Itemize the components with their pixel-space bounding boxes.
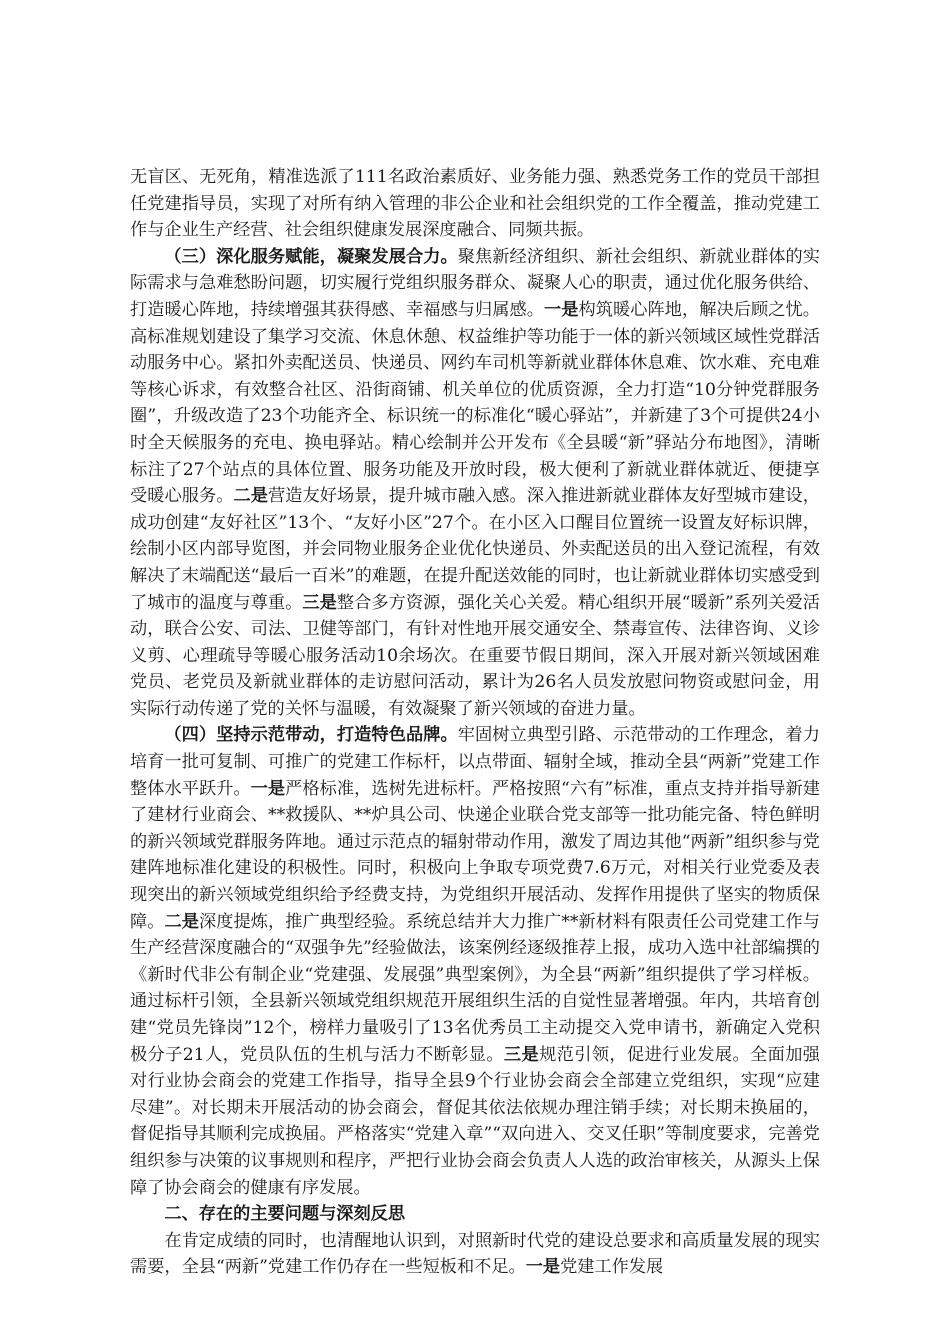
paragraph-text: 牢固树立典型引路、示范带动的工作理念，着力培育一批可复制、可推广的党建工作标杆，以点带面、辐射全域，推动全县“两新”党建工作整体水平跃升。 <box>130 725 820 799</box>
keyword-first: 一是 <box>525 1257 561 1278</box>
keyword-first: 一是 <box>250 778 286 799</box>
subsection-heading-4: （四）坚持示范带动，打造特色品牌。 <box>164 725 458 746</box>
section-title: 二、存在的主要问题与深刻反思 <box>164 1204 406 1225</box>
paragraph-text: 严格标准，选树先进标杆。严格按照“六有”标准，重点支持并指导新建了建材行业商会、**救援队、**炉具公司、快递企业联合党支部等一批功能完备、特色鲜明的新兴领域党群服务阵地。通过示范点的辐射带动作用，激发了周边其他“两新”组织参与党建阵地标准化建设的积极性。同时，积极向上争取专项党费7.6万元，对相关行业党委及表现突出的新兴领域党组织给予经费支持，为党组织开展活动、发挥作用提供了坚实的物质保障。 <box>130 778 820 932</box>
keyword-second: 二是 <box>233 486 269 507</box>
paragraph-text: 无盲区、无死角，精准选派了111名政治素质好、业务能力强、熟悉党务工作的党员干部担任党建指导员，实现了对所有纳入管理的非公企业和社会组织党的工作全覆盖，推动党建工作与企业生产经营、社会组织健康发展深度融合、同频共振。 <box>130 167 820 241</box>
keyword-third: 三是 <box>503 1044 540 1065</box>
paragraph-text: 营造友好场景，提升城市融入感。深入推进新就业群体友好型城市建设，成功创建“友好社区”13个、“友好小区”27个。在小区入口醒目位置统一设置友好标识牌，绘制小区内部导览图，并会同物业服务企业优化快递员、外卖配送员的出入登记流程，有效解决了末端配送“最后一百米”的难题，在提升配送效能的同时，也让新就业群体切实感受到了城市的温度与尊重。 <box>130 486 820 613</box>
paragraph-service-empowerment <box>130 244 820 723</box>
paragraph-demonstration <box>130 722 820 1201</box>
paragraph-text: 整合多方资源，强化关心关爱。精心组织开展“暖新”系列关爱活动，联合公安、司法、卫健等部门，有针对性地开展交通安全、禁毒宣传、法律咨询、义诊义剪、心理疏导等暖心服务活动10余场次。在重要节假日期间，深入开展对新兴领域困难党员、老党员及新就业群体的走访慰问活动，累计为26名人员发放慰问物资或慰问金，用实际行动传递了党的关怀与温暖，有效凝聚了新兴领域的奋进力量。 <box>130 592 820 719</box>
paragraph-problems <box>130 1228 820 1281</box>
paragraph-text: 党建工作发展 <box>560 1257 664 1278</box>
paragraph-text: 规范引领，促进行业发展。全面加强对行业协会商会的党建工作指导，指导全县9个行业协会商会全部建立党组织，实现“应建尽建”。对长期未开展活动的协会商会，督促其依法依规办理注销手续；对长期未换届的，督促指导其顺利完成换届。严格落实“党建入章”“双向进入、交叉任职”等制度要求，完善党组织参与决策的议事规则和程序，严把行业协会商会负责人人选的政治审核关，从源头上保障了协会商会的健康有序发展。 <box>130 1044 820 1198</box>
paragraph-supervisors <box>130 164 820 244</box>
paragraph-text: 深度提炼，推广典型经验。系统总结并大力推广**新材料有限责任公司党建工作与生产经营深度融合的“双强争先”经验做法，该案例经逐级推荐上报，成功入选中社部编撰的《新时代非公有制企业“党建强、发展强”典型案例》，为全县“两新”组织提供了学习样板。通过标杆引领，全县新兴领域党组织规范开展组织生活的自觉性显著增强。年内，共培育创建“党员先锋岗”12个，榜样力量吸引了13名优秀员工主动提交入党申请书，新确定入党积极分子21人，党员队伍的生机与活力不断彰显。 <box>130 911 820 1065</box>
keyword-second: 二是 <box>164 911 200 932</box>
paragraph-text: 聚焦新经济组织、新社会组织、新就业群体的实际需求与急难愁盼问题，切实履行党组织服务群众、凝聚人心的职责，通过优化服务供给、打造暖心阵地，持续增强其获得感、幸福感与归属感。 <box>130 246 820 320</box>
paragraph-text: 构筑暖心阵地，解决后顾之忧。高标准规划建设了集学习交流、休息休憩、权益维护等功能于一体的新兴领域区域性党群活动服务中心。紧扣外卖配送员、快递员、网约车司机等新就业群体休息难、饮水难、充电难等核心诉求，有效整合社区、沿街商铺、机关单位的优质资源，全力打造“10分钟党群服务圈”，升级改造了23个功能齐全、标识统一的标准化“暖心驿站”，并新建了3个可提供24小时全天候服务的充电、换电驿站。精心绘制并公开发布《全县暖“新”驿站分布地图》，清晰标注了27个站点的具体位置、服务功能及开放时段，极大便利了新就业群体就近、便捷享受暖心服务。 <box>130 299 820 507</box>
document-page <box>130 164 820 1281</box>
section-heading-2 <box>130 1201 820 1228</box>
keyword-third: 三是 <box>302 592 337 613</box>
subsection-heading-3: （三）深化服务赋能，凝聚发展合力。 <box>164 246 458 267</box>
paragraph-text: 在肯定成绩的同时，也清醒地认识到，对照新时代党的建设总要求和高质量发展的现实需要，全县“两新”党建工作仍存在一些短板和不足。 <box>130 1230 820 1278</box>
keyword-first: 一是 <box>544 299 579 320</box>
